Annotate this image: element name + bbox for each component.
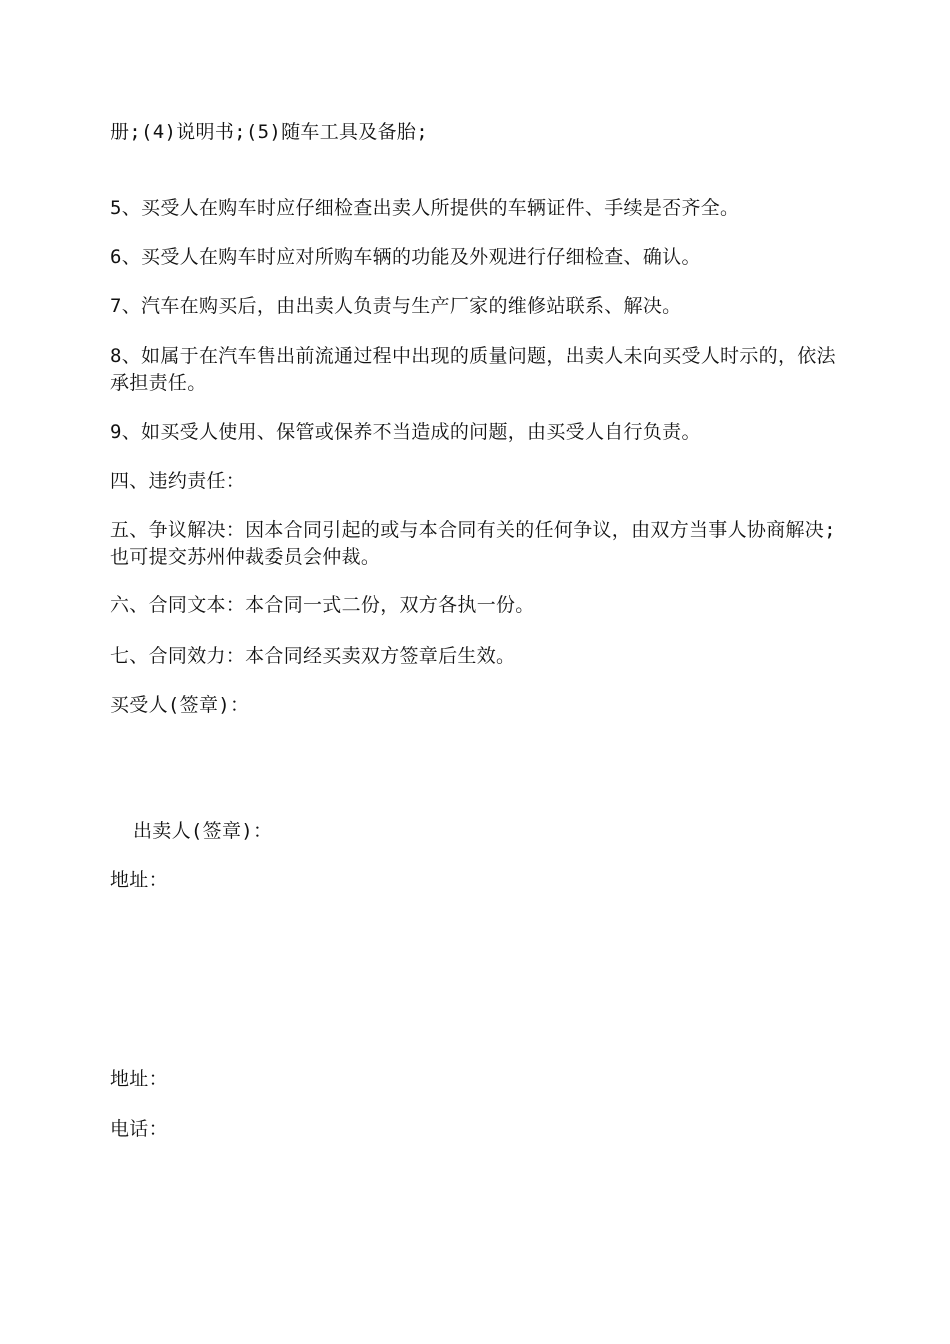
section-contract-copies: 六、合同文本：本合同一式二份，双方各执一份。 — [110, 594, 535, 616]
phone-label: 电话： — [110, 1118, 168, 1140]
clause-5: 5、买受人在购车时应仔细检查出卖人所提供的车辆证件、手续是否齐全。 — [110, 197, 740, 219]
section-dispute-resolution: 五、争议解决：因本合同引起的或与本合同有关的任何争议，由双方当事人协商解决;也可提交苏州仲裁委员会仲裁。 — [110, 519, 836, 568]
list-continuation: 册;(4)说明书;(5)随车工具及备胎; — [110, 121, 428, 143]
seller-signature-label: 出卖人(签章)： — [133, 820, 273, 842]
section-breach-liability: 四、违约责任： — [110, 470, 246, 492]
address-label-1: 地址： — [110, 869, 168, 891]
clause-6: 6、买受人在购车时应对所购车辆的功能及外观进行仔细检查、确认。 — [110, 246, 701, 268]
clause-7: 7、汽车在购买后，由出卖人负责与生产厂家的维修站联系、解决。 — [110, 295, 682, 317]
address-label-2: 地址： — [110, 1068, 168, 1090]
section-contract-effect: 七、合同效力：本合同经买卖双方签章后生效。 — [110, 645, 516, 667]
clause-8: 8、如属于在汽车售出前流通过程中出现的质量问题，出卖人未向买受人时示的，依法承担责任。 — [110, 345, 836, 394]
buyer-signature-label: 买受人(签章)： — [110, 694, 250, 716]
clause-9: 9、如买受人使用、保管或保养不当造成的问题，由买受人自行负责。 — [110, 421, 701, 443]
